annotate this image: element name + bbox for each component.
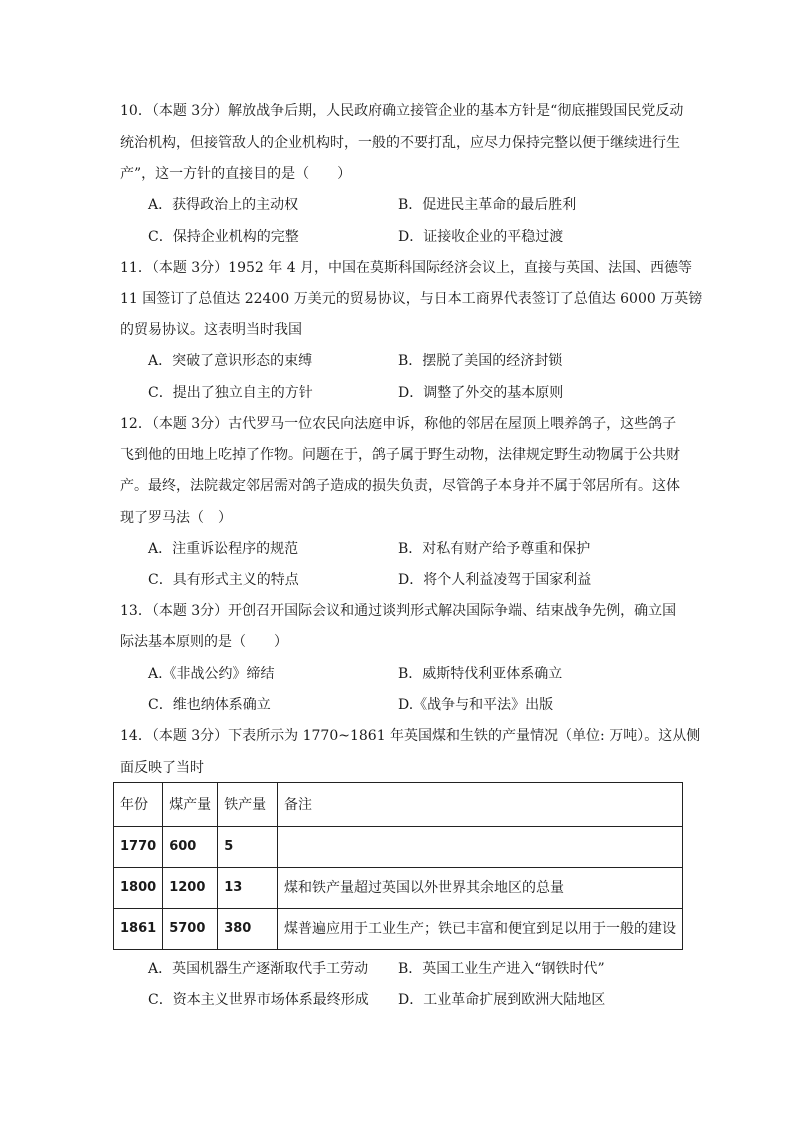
q14-stem-line-1: 14．（本题 3分）下表所示为 1770~1861 年英国煤和生铁的产量情况（单位: 万吨）。这从侧	[120, 728, 701, 744]
q13-stem-line-1: 13．（本题 3分）开创召开国际会议和通过谈判形式解决国际争端、结束战争先例，确立国	[120, 603, 677, 619]
coal-iron-table	[113, 782, 683, 950]
q13-option-d: D.《战争与和平法》出版	[398, 697, 554, 713]
cell-iron: 13	[218, 868, 278, 909]
cell-remark: 煤普遍应用于工业生产；铁已丰富和便宜到足以用于一般的建设	[278, 909, 683, 950]
q13-option-a: A.《非战公约》缔结	[148, 666, 275, 682]
cell-iron: 380	[218, 909, 278, 950]
table-row	[114, 827, 683, 868]
cell-coal: 5700	[163, 909, 218, 950]
table-header-row	[114, 783, 683, 827]
q12-option-c: C．具有形式主义的特点	[148, 572, 299, 588]
header-year: 年份	[114, 783, 163, 827]
table-row	[114, 909, 683, 950]
q12-stem-line-4: 现了罗马法（ ）	[120, 510, 232, 526]
q13-option-c: C．维也纳体系确立	[148, 697, 271, 713]
q14-option-d: D．工业革命扩展到欧洲大陆地区	[398, 992, 606, 1008]
q10-option-c: C．保持企业机构的完整	[148, 229, 299, 245]
q11-option-d: D．调整了外交的基本原则	[398, 385, 564, 401]
q14-stem-line-2: 面反映了当时	[120, 760, 204, 776]
q11-option-a: A．突破了意识形态的束缚	[148, 353, 313, 369]
q12-stem-line-3: 产。最终，法院裁定邻居需对鸽子造成的损失负责，尽管鸽子本身并不属于邻居所有。这体	[120, 478, 680, 494]
q10-stem-line-2: 统治机构，但接管敌人的企业机构时，一般的不要打乱，应尽力保持完整以便于继续进行生	[120, 135, 680, 151]
cell-year: 1770	[114, 827, 163, 868]
q11-stem-line-3: 的贸易协议。这表明当时我国	[120, 322, 302, 338]
cell-remark: 煤和铁产量超过英国以外世界其余地区的总量	[278, 868, 683, 909]
q13-stem-line-2: 际法基本原则的是（ ）	[120, 634, 288, 650]
q11-option-b: B．摆脱了美国的经济封锁	[398, 353, 563, 369]
header-iron: 铁产量	[218, 783, 278, 827]
q12-option-d: D．将个人利益凌驾于国家利益	[398, 572, 592, 588]
q10-stem-line-3: 产”，这一方针的直接目的是（ ）	[120, 166, 352, 182]
q12-option-a: A．注重诉讼程序的规范	[148, 541, 299, 557]
q12-option-b: B．对私有财产给予尊重和保护	[398, 541, 591, 557]
q11-stem-line-1: 11．（本题 3分）1952 年 4 月，中国在莫斯科国际经济会议上，直接与英国、法国、西德等	[120, 260, 693, 276]
q11-stem-line-2: 11 国签订了总值达 22400 万美元的贸易协议，与日本工商界代表签订了总值达 6000 万英镑	[120, 291, 703, 307]
q12-stem-line-1: 12．（本题 3分）古代罗马一位农民向法庭申诉，称他的邻居在屋顶上喂养鸽子，这些鸽子	[120, 416, 677, 432]
q10-option-b: B．促进民主革命的最后胜利	[398, 197, 577, 213]
header-coal: 煤产量	[163, 783, 218, 827]
cell-year: 1800	[114, 868, 163, 909]
cell-remark	[278, 827, 683, 868]
cell-coal: 1200	[163, 868, 218, 909]
q14-option-b: B．英国工业生产进入“钢铁时代”	[398, 961, 605, 977]
q14-option-a: A．英国机器生产逐渐取代手工劳动	[148, 961, 369, 977]
q12-stem-line-2: 飞到他的田地上吃掉了作物。问题在于，鸽子属于野生动物，法律规定野生动物属于公共财	[120, 447, 680, 463]
q13-option-b: B．威斯特伐利亚体系确立	[398, 666, 563, 682]
cell-coal: 600	[163, 827, 218, 868]
cell-iron: 5	[218, 827, 278, 868]
q11-option-c: C．提出了独立自主的方针	[148, 385, 313, 401]
q10-option-a: A．获得政治上的主动权	[148, 197, 299, 213]
table-row	[114, 868, 683, 909]
q14-option-c: C．资本主义世界市场体系最终形成	[148, 992, 369, 1008]
header-remark: 备注	[278, 783, 683, 827]
q10-stem-line-1: 10．（本题 3分）解放战争后期，人民政府确立接管企业的基本方针是“彻底摧毁国民党反动	[120, 103, 684, 119]
cell-year: 1861	[114, 909, 163, 950]
q10-option-d: D．证接收企业的平稳过渡	[398, 229, 564, 245]
